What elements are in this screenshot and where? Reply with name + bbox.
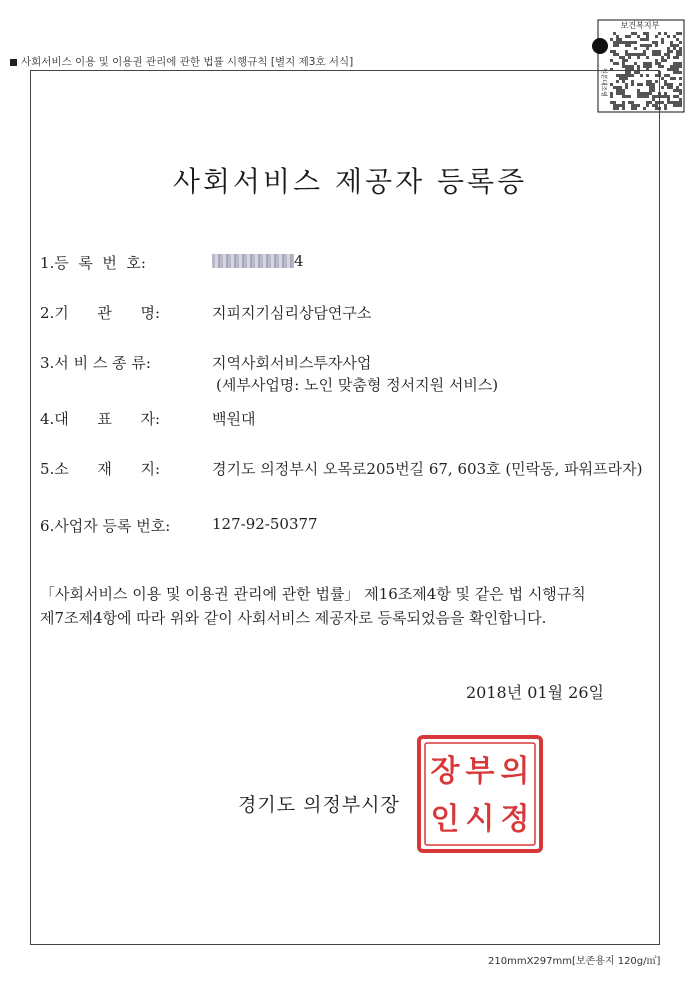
qr-module [679, 83, 682, 86]
qr-module [676, 62, 679, 65]
qr-module [646, 56, 649, 59]
qr-module [664, 59, 667, 62]
qr-module [625, 44, 628, 47]
qr-module [622, 59, 625, 62]
confirmation-paragraph: 「사회서비스 이용 및 이용권 관리에 관한 법률」 제16조제4항 및 같은 법 시행규칙 제7조제4항에 따라 위와 같이 사회서비스 제공자로 등록되었음을 확인합니다. [40, 585, 586, 627]
qr-module [667, 56, 670, 59]
seal-character: 의 [500, 754, 530, 789]
qr-module [628, 41, 631, 44]
qr-module [628, 53, 631, 56]
qr-module [655, 44, 658, 47]
field-label: 3.서 비 스 종 류: [40, 354, 151, 372]
qr-module [649, 62, 652, 65]
qr-module [679, 77, 682, 80]
qr-module [613, 41, 616, 44]
qr-module [679, 47, 682, 50]
qr-module [658, 62, 661, 65]
qr-module [655, 62, 658, 65]
qr-module [673, 44, 676, 47]
field-value: 지역사회서비스투자사업 [212, 354, 372, 372]
qr-module [679, 62, 682, 65]
qr-module [679, 65, 682, 68]
qr-module [616, 62, 619, 65]
qr-module [613, 50, 616, 53]
qr-module [628, 35, 631, 38]
seal-character: 시 [465, 802, 495, 837]
qr-module [634, 47, 637, 50]
qr-module [643, 38, 646, 41]
seal-character: 정 [500, 802, 530, 837]
qr-module [673, 47, 676, 50]
qr-module [673, 71, 676, 74]
qr-module [613, 53, 616, 56]
qr-module [664, 107, 667, 110]
qr-module [676, 89, 679, 92]
qr-module [673, 89, 676, 92]
qr-module [649, 44, 652, 47]
qr-module [625, 59, 628, 62]
qr-module [613, 44, 616, 47]
qr-module [634, 41, 637, 44]
qr-module [667, 47, 670, 50]
qr-module [667, 98, 670, 101]
qr-module [610, 50, 613, 53]
qr-module [628, 56, 631, 59]
document-title: 사회서비스 제공자 등록증 [172, 165, 528, 198]
qr-module [676, 86, 679, 89]
qr-module [631, 32, 634, 35]
qr-module [679, 89, 682, 92]
form-reference-text: 사회서비스 이용 및 이용권 관리에 관한 법률 시행규칙 [별지 제3호 서식] [21, 56, 354, 68]
qr-module [640, 38, 643, 41]
qr-module [676, 53, 679, 56]
stamp-label: 보건복지부 [620, 21, 660, 30]
seal-character: 부 [465, 754, 495, 789]
qr-module [628, 65, 631, 68]
qr-module [667, 50, 670, 53]
qr-module [628, 44, 631, 47]
qr-module [667, 68, 670, 71]
qr-module [676, 101, 679, 104]
qr-module [625, 53, 628, 56]
qr-module [670, 86, 673, 89]
qr-module [667, 86, 670, 89]
qr-module [616, 41, 619, 44]
qr-module [616, 38, 619, 41]
qr-module [616, 44, 619, 47]
qr-module [664, 32, 667, 35]
qr-module [670, 68, 673, 71]
qr-module [676, 65, 679, 68]
qr-module [673, 62, 676, 65]
qr-module [670, 65, 673, 68]
qr-module [664, 92, 667, 95]
qr-module [661, 77, 664, 80]
qr-module [661, 101, 664, 104]
qr-module [664, 95, 667, 98]
qr-module [622, 65, 625, 68]
qr-module [676, 56, 679, 59]
field-label: 6.사업자 등록 번호: [40, 517, 171, 535]
qr-module [637, 65, 640, 68]
qr-module [625, 41, 628, 44]
qr-module [673, 65, 676, 68]
qr-module [676, 32, 679, 35]
qr-module [655, 35, 658, 38]
form-reference-header [10, 54, 353, 69]
qr-module [634, 53, 637, 56]
qr-module [652, 50, 655, 53]
qr-module [676, 95, 679, 98]
qr-module [679, 101, 682, 104]
qr-module [664, 53, 667, 56]
registration-number-suffix: 4 [294, 252, 304, 270]
qr-module [661, 86, 664, 89]
qr-module [634, 32, 637, 35]
qr-module [667, 35, 670, 38]
qr-module [646, 62, 649, 65]
qr-module [673, 56, 676, 59]
qr-module [625, 65, 628, 68]
stamp-vertical-text: 원본대조필 [600, 68, 607, 97]
qr-module [631, 65, 634, 68]
qr-module [679, 104, 682, 107]
qr-module [646, 47, 649, 50]
qr-module [652, 53, 655, 56]
qr-module [676, 50, 679, 53]
qr-module [664, 80, 667, 83]
qr-module [619, 41, 622, 44]
qr-module [664, 74, 667, 77]
qr-module [649, 65, 652, 68]
qr-module [643, 62, 646, 65]
issuer-name: 경기도 의정부시장 [238, 794, 400, 816]
field-value: 지피지기심리상담연구소 [212, 304, 372, 322]
qr-module [622, 56, 625, 59]
qr-module [661, 56, 664, 59]
qr-module [658, 65, 661, 68]
qr-module [643, 32, 646, 35]
qr-module [673, 104, 676, 107]
qr-module [661, 95, 664, 98]
qr-module [646, 44, 649, 47]
qr-module [673, 95, 676, 98]
seal-character: 장 [430, 754, 460, 789]
qr-module [676, 44, 679, 47]
qr-module [661, 41, 664, 44]
qr-module [673, 101, 676, 104]
qr-module [613, 32, 616, 35]
qr-module [673, 35, 676, 38]
field-label: 1.등 록 번 호: [40, 254, 146, 272]
qr-module [670, 41, 673, 44]
qr-module [640, 44, 643, 47]
qr-module [646, 38, 649, 41]
qr-module [679, 92, 682, 95]
official-seal-icon [415, 733, 545, 855]
qr-module [667, 95, 670, 98]
qr-module [637, 56, 640, 59]
qr-module [670, 101, 673, 104]
qr-module [637, 53, 640, 56]
qr-module [679, 41, 682, 44]
field-label: 5.소 재 지: [40, 460, 161, 478]
qr-module [643, 44, 646, 47]
qr-module [643, 50, 646, 53]
qr-module [670, 77, 673, 80]
qr-module [646, 65, 649, 68]
qr-module [670, 50, 673, 53]
qr-module [667, 101, 670, 104]
qr-module [610, 38, 613, 41]
qr-module [676, 68, 679, 71]
qr-module [679, 98, 682, 101]
qr-module [622, 41, 625, 44]
field-label: 2.기 관 명: [40, 304, 161, 322]
qr-module [676, 38, 679, 41]
paper-spec-footer: 210mmX297mm[보존용지 120g/㎡] [488, 956, 661, 967]
qr-module [646, 32, 649, 35]
qr-module [670, 83, 673, 86]
qr-module [616, 53, 619, 56]
qr-module [661, 65, 664, 68]
qr-module [616, 35, 619, 38]
qr-module [655, 59, 658, 62]
field-value: 경기도 의정부시 오목로205번길 67, 603호 (민락동, 파워프라자) [212, 460, 643, 478]
qr-module [655, 50, 658, 53]
qr-module [643, 65, 646, 68]
qr-module [622, 62, 625, 65]
qr-module [667, 83, 670, 86]
issue-date: 2018년 01월 26일 [466, 683, 604, 702]
field-value: 127-92-50377 [212, 515, 318, 533]
qr-module [664, 104, 667, 107]
qr-module [664, 83, 667, 86]
qr-module [679, 32, 682, 35]
qr-module [658, 50, 661, 53]
seal-character: 인 [430, 802, 460, 837]
qr-module [652, 41, 655, 44]
qr-module [658, 53, 661, 56]
field-value [212, 252, 304, 270]
qr-module [646, 35, 649, 38]
qr-module [637, 35, 640, 38]
qr-module [679, 53, 682, 56]
qr-module [655, 41, 658, 44]
qr-module [679, 71, 682, 74]
qr-module [661, 59, 664, 62]
field-value: 백원대 [212, 410, 256, 428]
qr-module [679, 50, 682, 53]
qr-module [676, 104, 679, 107]
qr-module [670, 44, 673, 47]
qr-module [625, 35, 628, 38]
square-bullet-icon [10, 59, 17, 66]
qr-module [631, 41, 634, 44]
qr-module [610, 59, 613, 62]
qr-module [631, 53, 634, 56]
qr-module [667, 74, 670, 77]
qr-module [658, 32, 661, 35]
qr-module [673, 77, 676, 80]
qr-module [667, 53, 670, 56]
redacted-blur [212, 254, 294, 268]
qr-module [643, 53, 646, 56]
qr-module [673, 68, 676, 71]
qr-module [655, 53, 658, 56]
kor-logo-icon [592, 38, 608, 54]
qr-module [634, 62, 637, 65]
qr-module [625, 50, 628, 53]
qr-module [676, 71, 679, 74]
field-value-detail: (세부사업명: 노인 맞춤형 정서지원 서비스) [216, 376, 499, 394]
qr-module [661, 38, 664, 41]
qr-module [640, 53, 643, 56]
qr-module [619, 56, 622, 59]
field-label: 4.대 표 자: [40, 410, 161, 428]
qr-module [613, 62, 616, 65]
qr-module [619, 38, 622, 41]
